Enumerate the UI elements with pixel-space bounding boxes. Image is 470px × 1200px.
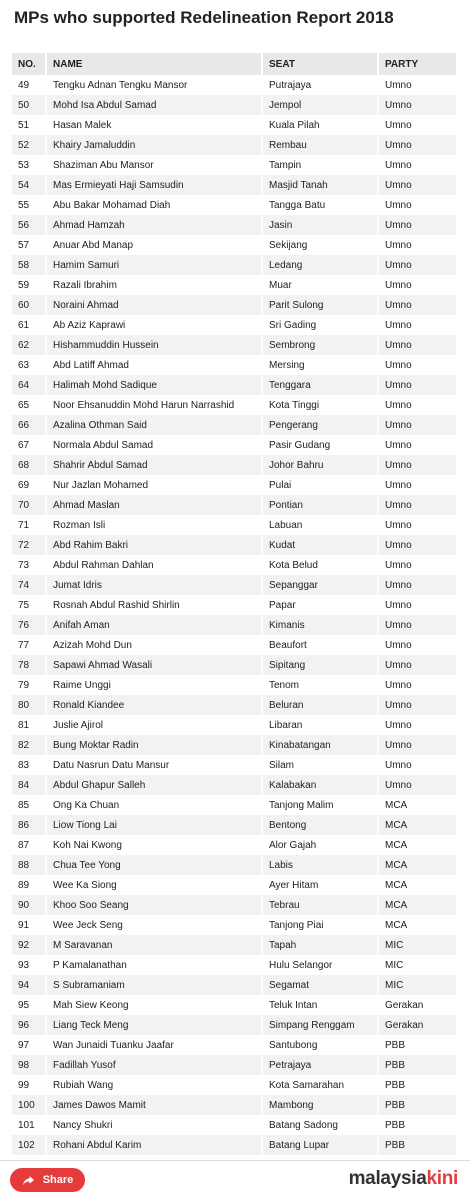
cell-no: 69 xyxy=(12,475,46,495)
cell-no: 50 xyxy=(12,95,46,115)
cell-name: Abu Bakar Mohamad Diah xyxy=(46,195,262,215)
cell-party: Umno xyxy=(385,579,412,591)
cell-seat: Simpang Renggam xyxy=(262,1015,378,1035)
table-row xyxy=(12,1015,456,1035)
cell-name: Nur Jazlan Mohamed xyxy=(46,475,262,495)
cell-party: MCA xyxy=(385,899,408,911)
table-row xyxy=(12,315,456,335)
page-title: MPs who supported Redelineation Report 2018 xyxy=(14,8,394,27)
cell-seat: Tapah xyxy=(262,935,378,955)
cell-seat: Alor Gajah xyxy=(262,835,378,855)
table-row xyxy=(12,675,456,695)
cell-no: 76 xyxy=(12,615,46,635)
table-row xyxy=(12,215,456,235)
table-row xyxy=(12,855,456,875)
cell-party: Umno xyxy=(385,739,412,751)
cell-name: Mah Siew Keong xyxy=(46,995,262,1015)
cell-party: Umno xyxy=(385,759,412,771)
table-row xyxy=(12,475,456,495)
cell-party: MIC xyxy=(385,959,404,971)
table-body xyxy=(12,75,456,1155)
cell-party: PBB xyxy=(385,1059,406,1071)
cell-seat: Bentong xyxy=(262,815,378,835)
brand-logo-part2: kini xyxy=(426,1168,458,1189)
cell-seat: Santubong xyxy=(262,1035,378,1055)
header-party: PARTY xyxy=(385,58,419,70)
cell-party: Gerakan xyxy=(385,999,424,1011)
cell-no: 89 xyxy=(12,875,46,895)
cell-name: Khoo Soo Seang xyxy=(46,895,262,915)
cell-no: 57 xyxy=(12,235,46,255)
brand-logo-part1: malaysia xyxy=(348,1168,427,1189)
cell-party: Umno xyxy=(385,419,412,431)
cell-no: 66 xyxy=(12,415,46,435)
table-row xyxy=(12,775,456,795)
cell-no: 85 xyxy=(12,795,46,815)
cell-no: 68 xyxy=(12,455,46,475)
cell-name: Hishammuddin Hussein xyxy=(46,335,262,355)
cell-seat: Kuala Pilah xyxy=(262,115,378,135)
cell-seat: Pengerang xyxy=(262,415,378,435)
cell-name: Noor Ehsanuddin Mohd Harun Narrashid xyxy=(46,395,262,415)
table-row xyxy=(12,1055,456,1075)
table-row xyxy=(12,1035,456,1055)
cell-name: Abdul Rahman Dahlan xyxy=(46,555,262,575)
cell-seat: Sri Gading xyxy=(262,315,378,335)
cell-name: P Kamalanathan xyxy=(46,955,262,975)
cell-seat: Tampin xyxy=(262,155,378,175)
cell-party: Umno xyxy=(385,479,412,491)
table-row xyxy=(12,335,456,355)
cell-no: 101 xyxy=(12,1115,46,1135)
table-row xyxy=(12,935,456,955)
table-row xyxy=(12,235,456,255)
cell-party: Umno xyxy=(385,79,412,91)
cell-no: 82 xyxy=(12,735,46,755)
cell-name: Nancy Shukri xyxy=(46,1115,262,1135)
cell-party: Umno xyxy=(385,99,412,111)
cell-seat: Silam xyxy=(262,755,378,775)
cell-no: 94 xyxy=(12,975,46,995)
cell-name: Mohd Isa Abdul Samad xyxy=(46,95,262,115)
cell-no: 97 xyxy=(12,1035,46,1055)
cell-no: 98 xyxy=(12,1055,46,1075)
cell-no: 49 xyxy=(12,75,46,95)
table-row xyxy=(12,1135,456,1155)
cell-seat: Rembau xyxy=(262,135,378,155)
cell-seat: Sipitang xyxy=(262,655,378,675)
cell-seat: Beluran xyxy=(262,695,378,715)
cell-name: Fadillah Yusof xyxy=(46,1055,262,1075)
cell-party: Umno xyxy=(385,179,412,191)
table-row xyxy=(12,735,456,755)
cell-seat: Sembrong xyxy=(262,335,378,355)
cell-party: Umno xyxy=(385,679,412,691)
cell-party: Umno xyxy=(385,719,412,731)
table-row xyxy=(12,155,456,175)
cell-no: 79 xyxy=(12,675,46,695)
table-row xyxy=(12,355,456,375)
cell-name: Mas Ermieyati Haji Samsudin xyxy=(46,175,262,195)
cell-no: 63 xyxy=(12,355,46,375)
cell-party: MCA xyxy=(385,859,408,871)
cell-name: Chua Tee Yong xyxy=(46,855,262,875)
cell-party: PBB xyxy=(385,1119,406,1131)
cell-name: Wan Junaidi Tuanku Jaafar xyxy=(46,1035,262,1055)
cell-party: PBB xyxy=(385,1139,406,1151)
cell-name: Azalina Othman Said xyxy=(46,415,262,435)
cell-seat: Jempol xyxy=(262,95,378,115)
cell-name: S Subramaniam xyxy=(46,975,262,995)
cell-party: MCA xyxy=(385,799,408,811)
cell-name: Rubiah Wang xyxy=(46,1075,262,1095)
cell-seat: Batang Lupar xyxy=(262,1135,378,1155)
cell-name: Shaziman Abu Mansor xyxy=(46,155,262,175)
cell-seat: Hulu Selangor xyxy=(262,955,378,975)
cell-no: 90 xyxy=(12,895,46,915)
cell-name: Wee Ka Siong xyxy=(46,875,262,895)
cell-seat: Mambong xyxy=(262,1095,378,1115)
table-row xyxy=(12,875,456,895)
cell-seat: Tanjong Malim xyxy=(262,795,378,815)
cell-party: PBB xyxy=(385,1079,406,1091)
cell-party: Umno xyxy=(385,599,412,611)
cell-no: 92 xyxy=(12,935,46,955)
cell-name: Rosnah Abdul Rashid Shirlin xyxy=(46,595,262,615)
footer-divider xyxy=(0,1160,470,1161)
cell-name: Ahmad Hamzah xyxy=(46,215,262,235)
cell-no: 55 xyxy=(12,195,46,215)
table-row xyxy=(12,135,456,155)
table-row xyxy=(12,975,456,995)
cell-party: Umno xyxy=(385,659,412,671)
cell-seat: Kudat xyxy=(262,535,378,555)
cell-party: Umno xyxy=(385,539,412,551)
cell-no: 83 xyxy=(12,755,46,775)
table-row xyxy=(12,495,456,515)
cell-name: Ahmad Maslan xyxy=(46,495,262,515)
cell-seat: Batang Sadong xyxy=(262,1115,378,1135)
cell-no: 67 xyxy=(12,435,46,455)
cell-seat: Sekijang xyxy=(262,235,378,255)
cell-seat: Mersing xyxy=(262,355,378,375)
cell-party: PBB xyxy=(385,1039,406,1051)
table-row xyxy=(12,1115,456,1135)
cell-no: 93 xyxy=(12,955,46,975)
cell-name: Sapawi Ahmad Wasali xyxy=(46,655,262,675)
cell-no: 71 xyxy=(12,515,46,535)
cell-no: 75 xyxy=(12,595,46,615)
table-row xyxy=(12,175,456,195)
cell-seat: Sepanggar xyxy=(262,575,378,595)
cell-party: Umno xyxy=(385,119,412,131)
cell-party: Umno xyxy=(385,219,412,231)
cell-seat: Teluk Intan xyxy=(262,995,378,1015)
cell-name: Bung Moktar Radin xyxy=(46,735,262,755)
cell-no: 87 xyxy=(12,835,46,855)
table-row xyxy=(12,195,456,215)
cell-party: Umno xyxy=(385,359,412,371)
table-row xyxy=(12,1095,456,1115)
cell-no: 64 xyxy=(12,375,46,395)
header-name: NAME xyxy=(46,53,262,75)
cell-party: Umno xyxy=(385,639,412,651)
cell-name: Halimah Mohd Sadique xyxy=(46,375,262,395)
cell-seat: Pontian xyxy=(262,495,378,515)
cell-seat: Tangga Batu xyxy=(262,195,378,215)
cell-name: Khairy Jamaluddin xyxy=(46,135,262,155)
table-row xyxy=(12,915,456,935)
cell-party: Umno xyxy=(385,279,412,291)
cell-name: Ong Ka Chuan xyxy=(46,795,262,815)
cell-no: 96 xyxy=(12,1015,46,1035)
cell-seat: Kota Samarahan xyxy=(262,1075,378,1095)
cell-no: 84 xyxy=(12,775,46,795)
cell-no: 60 xyxy=(12,295,46,315)
table-row xyxy=(12,795,456,815)
cell-name: Liang Teck Meng xyxy=(46,1015,262,1035)
cell-seat: Libaran xyxy=(262,715,378,735)
cell-party: MCA xyxy=(385,879,408,891)
cell-name: Koh Nai Kwong xyxy=(46,835,262,855)
cell-no: 86 xyxy=(12,815,46,835)
table-row xyxy=(12,755,456,775)
cell-no: 53 xyxy=(12,155,46,175)
table-row xyxy=(12,95,456,115)
table-row xyxy=(12,415,456,435)
table-row xyxy=(12,115,456,135)
cell-party: Umno xyxy=(385,299,412,311)
cell-no: 74 xyxy=(12,575,46,595)
share-button[interactable] xyxy=(10,1168,85,1192)
cell-name: Anuar Abd Manap xyxy=(46,235,262,255)
cell-name: Abd Rahim Bakri xyxy=(46,535,262,555)
table-row xyxy=(12,635,456,655)
cell-seat: Kalabakan xyxy=(262,775,378,795)
cell-no: 81 xyxy=(12,715,46,735)
cell-name: Wee Jeck Seng xyxy=(46,915,262,935)
cell-seat: Tebrau xyxy=(262,895,378,915)
table-row xyxy=(12,435,456,455)
table-row xyxy=(12,395,456,415)
table-row xyxy=(12,535,456,555)
table-row xyxy=(12,295,456,315)
cell-party: Umno xyxy=(385,519,412,531)
table-row xyxy=(12,815,456,835)
cell-no: 62 xyxy=(12,335,46,355)
cell-no: 91 xyxy=(12,915,46,935)
cell-party: Umno xyxy=(385,259,412,271)
cell-party: Umno xyxy=(385,379,412,391)
cell-no: 77 xyxy=(12,635,46,655)
cell-seat: Kimanis xyxy=(262,615,378,635)
cell-seat: Petrajaya xyxy=(262,1055,378,1075)
table-row xyxy=(12,515,456,535)
cell-seat: Pulai xyxy=(262,475,378,495)
table-row xyxy=(12,275,456,295)
mp-table xyxy=(12,53,456,1155)
header-seat: SEAT xyxy=(262,53,378,75)
cell-no: 65 xyxy=(12,395,46,415)
cell-party: Umno xyxy=(385,699,412,711)
cell-party: Umno xyxy=(385,399,412,411)
table-header-row xyxy=(12,53,456,75)
cell-name: Ab Aziz Kaprawi xyxy=(46,315,262,335)
table-row xyxy=(12,1075,456,1095)
table-row xyxy=(12,955,456,975)
cell-no: 99 xyxy=(12,1075,46,1095)
table-row xyxy=(12,575,456,595)
cell-name: Normala Abdul Samad xyxy=(46,435,262,455)
table-row xyxy=(12,835,456,855)
cell-party: Umno xyxy=(385,239,412,251)
cell-seat: Tanjong Piai xyxy=(262,915,378,935)
cell-seat: Ayer Hitam xyxy=(262,875,378,895)
table-row xyxy=(12,895,456,915)
table-row xyxy=(12,455,456,475)
cell-name: Anifah Aman xyxy=(46,615,262,635)
share-icon xyxy=(22,1174,35,1187)
cell-name: Abdul Ghapur Salleh xyxy=(46,775,262,795)
cell-party: Umno xyxy=(385,459,412,471)
cell-no: 61 xyxy=(12,315,46,335)
table-row xyxy=(12,695,456,715)
cell-party: MIC xyxy=(385,939,404,951)
cell-party: Umno xyxy=(385,499,412,511)
cell-name: Datu Nasrun Datu Mansur xyxy=(46,755,262,775)
cell-seat: Pasir Gudang xyxy=(262,435,378,455)
table-row xyxy=(12,615,456,635)
cell-name: Azizah Mohd Dun xyxy=(46,635,262,655)
cell-party: Umno xyxy=(385,439,412,451)
cell-name: Abd Latiff Ahmad xyxy=(46,355,262,375)
cell-no: 58 xyxy=(12,255,46,275)
cell-seat: Kota Belud xyxy=(262,555,378,575)
mp-table-container xyxy=(12,53,456,1155)
cell-seat: Putrajaya xyxy=(262,75,378,95)
cell-no: 95 xyxy=(12,995,46,1015)
cell-no: 72 xyxy=(12,535,46,555)
cell-name: Jumat Idris xyxy=(46,575,262,595)
cell-name: Razali Ibrahim xyxy=(46,275,262,295)
table-row xyxy=(12,255,456,275)
cell-name: Juslie Ajirol xyxy=(46,715,262,735)
table-row xyxy=(12,375,456,395)
cell-seat: Johor Bahru xyxy=(262,455,378,475)
cell-name: Shahrir Abdul Samad xyxy=(46,455,262,475)
cell-no: 80 xyxy=(12,695,46,715)
share-button-label: Share xyxy=(42,1174,74,1186)
brand-logo[interactable] xyxy=(349,1168,458,1190)
cell-name: Hamim Samuri xyxy=(46,255,262,275)
cell-name: James Dawos Mamit xyxy=(46,1095,262,1115)
cell-seat: Beaufort xyxy=(262,635,378,655)
cell-seat: Ledang xyxy=(262,255,378,275)
cell-no: 70 xyxy=(12,495,46,515)
cell-party: MIC xyxy=(385,979,404,991)
cell-party: Umno xyxy=(385,159,412,171)
cell-no: 51 xyxy=(12,115,46,135)
cell-seat: Labuan xyxy=(262,515,378,535)
cell-seat: Tenom xyxy=(262,675,378,695)
table-row xyxy=(12,75,456,95)
cell-no: 59 xyxy=(12,275,46,295)
cell-seat: Muar xyxy=(262,275,378,295)
cell-party: Umno xyxy=(385,319,412,331)
cell-no: 52 xyxy=(12,135,46,155)
table-row xyxy=(12,655,456,675)
cell-name: M Saravanan xyxy=(46,935,262,955)
cell-party: Umno xyxy=(385,199,412,211)
cell-party: Gerakan xyxy=(385,1019,424,1031)
cell-party: MCA xyxy=(385,839,408,851)
cell-seat: Masjid Tanah xyxy=(262,175,378,195)
cell-name: Noraini Ahmad xyxy=(46,295,262,315)
cell-no: 56 xyxy=(12,215,46,235)
cell-no: 54 xyxy=(12,175,46,195)
cell-seat: Segamat xyxy=(262,975,378,995)
cell-name: Rohani Abdul Karim xyxy=(46,1135,262,1155)
cell-party: Umno xyxy=(385,779,412,791)
cell-seat: Kinabatangan xyxy=(262,735,378,755)
cell-party: Umno xyxy=(385,559,412,571)
cell-no: 73 xyxy=(12,555,46,575)
table-row xyxy=(12,715,456,735)
cell-seat: Jasin xyxy=(262,215,378,235)
cell-seat: Labis xyxy=(262,855,378,875)
cell-party: Umno xyxy=(385,139,412,151)
cell-seat: Tenggara xyxy=(262,375,378,395)
table-row xyxy=(12,995,456,1015)
cell-seat: Papar xyxy=(262,595,378,615)
cell-party: PBB xyxy=(385,1099,406,1111)
cell-no: 100 xyxy=(12,1095,46,1115)
cell-name: Hasan Malek xyxy=(46,115,262,135)
cell-no: 88 xyxy=(12,855,46,875)
cell-party: Umno xyxy=(385,339,412,351)
cell-name: Ronald Kiandee xyxy=(46,695,262,715)
cell-name: Rozman Isli xyxy=(46,515,262,535)
cell-seat: Kota Tinggi xyxy=(262,395,378,415)
cell-no: 102 xyxy=(12,1135,46,1155)
cell-no: 78 xyxy=(12,655,46,675)
cell-seat: Parit Sulong xyxy=(262,295,378,315)
table-row xyxy=(12,555,456,575)
header-no: NO. xyxy=(12,53,46,75)
cell-name: Raime Unggi xyxy=(46,675,262,695)
cell-name: Tengku Adnan Tengku Mansor xyxy=(46,75,262,95)
cell-name: Liow Tiong Lai xyxy=(46,815,262,835)
cell-party: MCA xyxy=(385,819,408,831)
cell-party: Umno xyxy=(385,619,412,631)
cell-party: MCA xyxy=(385,919,408,931)
table-row xyxy=(12,595,456,615)
